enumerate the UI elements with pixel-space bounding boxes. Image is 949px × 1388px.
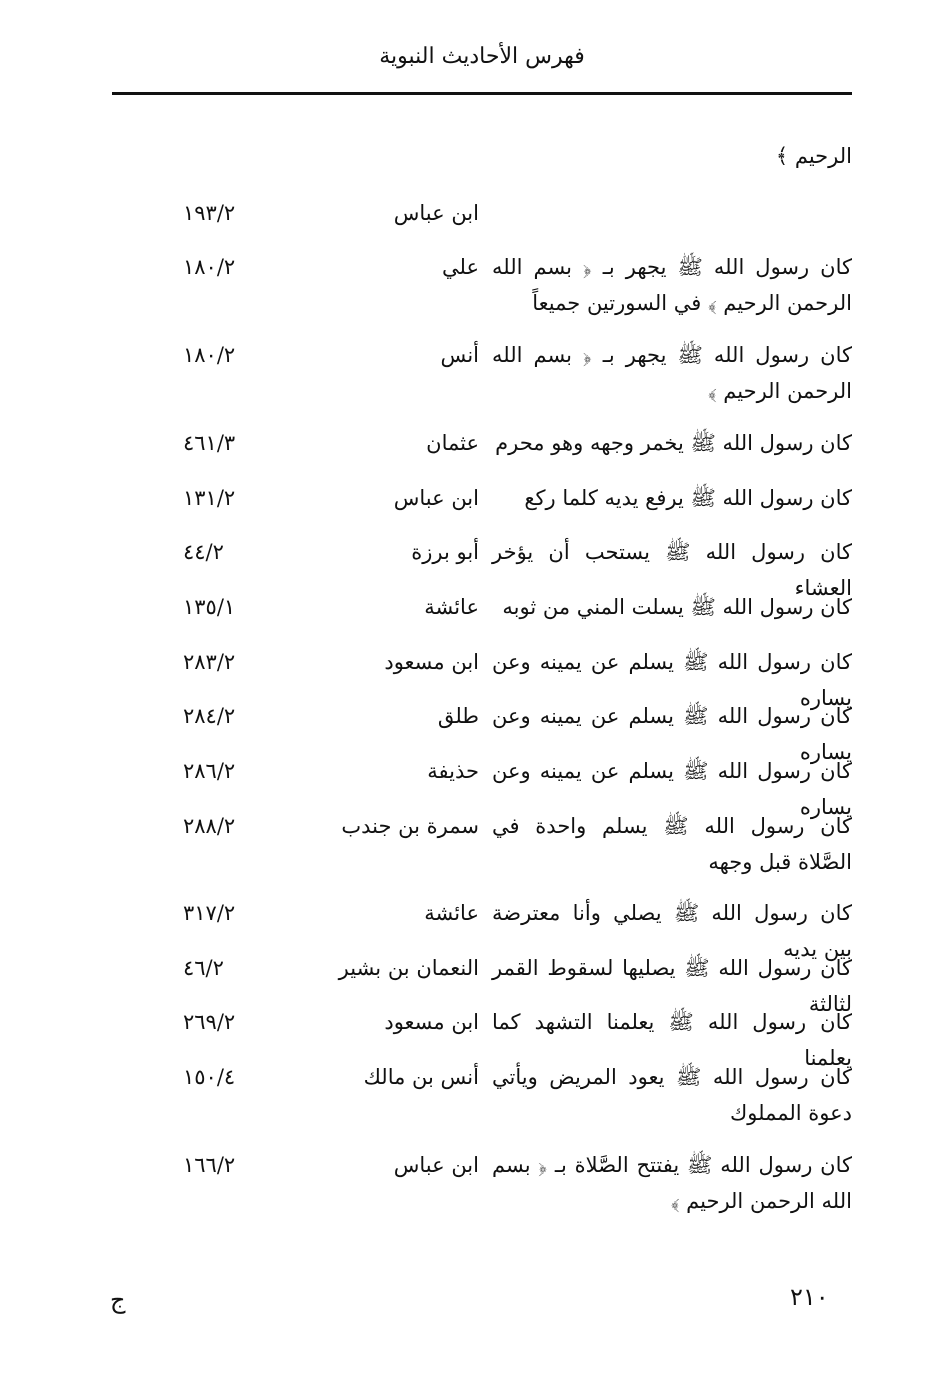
narrator-name: سمرة بن جندب — [341, 814, 479, 838]
hadith-text: كان رسول الله ﷺ يسلم عن يمينه وعن يساره — [492, 759, 852, 819]
hadith-text: الرحيم ﴾ — [775, 144, 852, 168]
hadith-text: كان رسول الله ﷺ يفتتح الصَّلاة بـ ﴿ بسم الله الرحمن الرحيم ﴾ — [492, 1153, 852, 1213]
narrator-name: ابن مسعود — [384, 650, 479, 674]
volume-page-ref: ٢٦٩/٢ — [183, 1010, 236, 1034]
volume-page-ref: ٤٤/٢ — [183, 540, 224, 564]
volume-page-ref: ١٣١/٢ — [183, 486, 236, 510]
volume-page-ref: ٢٨٣/٢ — [183, 650, 236, 674]
volume-page-ref: ٢٨٦/٢ — [183, 759, 236, 783]
hadith-text: كان رسول الله ﷺ يعلمنا التشهد كما يعلمنا — [492, 1010, 852, 1070]
volume-page-ref: ٢٨٤/٢ — [183, 704, 236, 728]
volume-page-ref: ٤٦/٢ — [183, 956, 224, 980]
hadith-text: كان رسول الله ﷺ يسلم عن يمينه وعن يساره — [492, 650, 852, 710]
hadith-text: كان رسول الله ﷺ يستحب أن يؤخر العشاء — [492, 540, 852, 600]
hadith-text: كان رسول الله ﷺ يصليها لسقوط القمر لثالثة — [492, 956, 852, 1016]
page-number: ٢١٠ — [790, 1283, 829, 1311]
hadith-text: كان رسول الله ﷺ يسلت المني من ثوبه — [502, 595, 852, 619]
narrator-name: أنس — [440, 343, 479, 367]
narrator-name: ابن عباس — [393, 1153, 479, 1177]
hadith-text: كان رسول الله ﷺ يسلم واحدة في الصَّلاة قبل وجهه — [492, 814, 852, 874]
narrator-name: طلق — [437, 704, 479, 728]
narrator-name: ابن مسعود — [384, 1010, 479, 1034]
narrator-name: أبو برزة — [411, 540, 479, 564]
narrator-name: حذيفة — [427, 759, 479, 783]
narrator-name: عائشة — [424, 595, 479, 619]
hadith-text: كان رسول الله ﷺ يسلم عن يمينه وعن يساره — [492, 704, 852, 764]
volume-page-ref: ٤٦١/٣ — [183, 431, 236, 455]
volume-page-ref: ١٥٠/٤ — [183, 1065, 236, 1089]
hadith-text: كان رسول الله ﷺ يعود المريض ويأتي دعوة المملوك — [492, 1065, 852, 1125]
hadith-text: كان رسول الله ﷺ يجهر بـ ﴿ بسم الله الرحمن الرحيم ﴾ — [492, 343, 852, 403]
volume-page-ref: ١٨٠/٢ — [183, 255, 236, 279]
hadith-text: كان رسول الله ﷺ يخمر وجهه وهو محرم — [495, 431, 852, 455]
narrator-name: عثمان — [426, 431, 479, 455]
volume-page-ref: ١٨٠/٢ — [183, 343, 236, 367]
volume-page-ref: ٢٨٨/٢ — [183, 814, 236, 838]
narrator-name: ابن عباس — [393, 486, 479, 510]
hadith-text: كان رسول الله ﷺ يجهر بـ ﴿ بسم الله الرحمن الرحيم ﴾ في السورتين جميعاً — [492, 255, 852, 315]
volume-page-ref: ١٦٦/٢ — [183, 1153, 236, 1177]
volume-page-ref: ١٣٥/١ — [183, 595, 236, 619]
hadith-text: كان رسول الله ﷺ يرفع يديه كلما ركع — [524, 486, 852, 510]
narrator-name: أنس بن مالك — [363, 1065, 479, 1089]
volume-page-ref: ١٩٣/٢ — [183, 201, 236, 225]
narrator-name: علي — [442, 255, 479, 279]
narrator-name: ابن عباس — [393, 201, 479, 225]
hadith-text: كان رسول الله ﷺ يصلي وأنا معترضة بين يديه — [492, 901, 852, 961]
signature-mark: ج — [110, 1286, 126, 1314]
narrator-name: النعمان بن بشير — [338, 956, 479, 980]
page-header-title: فهرس الأحاديث النبوية — [379, 44, 585, 69]
volume-page-ref: ٣١٧/٢ — [183, 901, 236, 925]
narrator-name: عائشة — [424, 901, 479, 925]
